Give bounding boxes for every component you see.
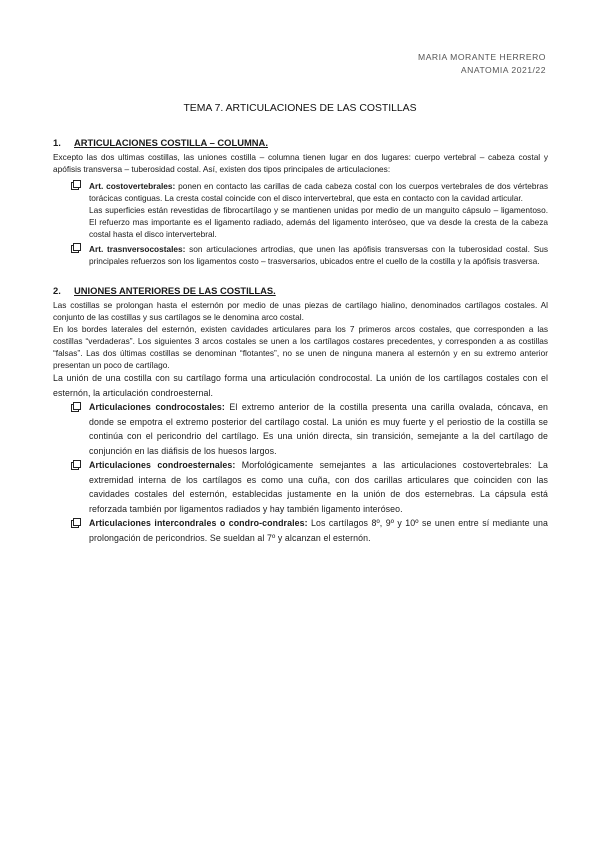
- page-header: [418, 51, 546, 77]
- checkbox-bullet-icon: [71, 462, 79, 470]
- item-text: El extremo anterior de la costilla presenta una carilla ovalada, cóncava, en donde se empotra el extremo posterior del cartílago costal. La unión es muy fuerte y el periostio de la costilla se continúa con el pericondrio del cartílago. Es una unión directa, sin transición, semejante a la del cartílago de conjunción en las diáfisis de los huesos largos.: [89, 402, 548, 456]
- item-text: son articulaciones artrodias, que unen las apófisis transversas con la tuberosidad costal. Sus principales refuerzos son los ligamentos costo – trasversarios, ubicados entre el cuello de la costilla y la apófisis trasversa.: [89, 244, 548, 266]
- section-2-paragraph-1: Las costillas se prolongan hasta el esternón por medio de unas piezas de cartílago hialino, denominados cartílagos costales. Al conjunto de las costillas y sus cartílagos se le denomina arco costal.: [53, 300, 548, 322]
- item-label: Art. trasnversocostales:: [89, 244, 186, 254]
- section-1-intro: Excepto las dos ultimas costillas, las uniones costilla – columna tienen lugar en dos lugares: cuerpo vertebral – cabeza costal y apófisis transversa – tuberosidad costal. Así, existen dos tipos principales de articulaciones:: [53, 152, 548, 174]
- section-2-number: 2.: [53, 285, 61, 296]
- section-2-paragraph-2: En los bordes laterales del esternón, existen cavidades articulares para los 7 primeros arcos costales, que corresponden a las costillas “verdaderas”. Los siguientes 3 arcos costales se unen a los cartílagos costares precedentes, y corresponden a as costillas “falsas”. Las dos últimas costillas se denominan “flotantes”, no se unen de ninguna manera al esternón y en su extremo anterior presentan un poco de cartílago.: [53, 324, 548, 370]
- course-label: ANATOMIA 2021/22: [460, 65, 546, 75]
- checkbox-bullet-icon: [71, 520, 79, 528]
- list-item: [71, 180, 548, 240]
- checkbox-bullet-icon: [71, 404, 79, 412]
- item-label: Articulaciones intercondrales o condro-condrales:: [89, 518, 308, 528]
- item-text: ponen en contacto las carillas de cada cabeza costal con los cuerpos vertebrales de dos vértebras torácicas contiguas. La cresta costal coincide con el disco intervertebral, que esta en contacto con la cavidad articular.: [89, 181, 549, 203]
- item-label: Art. costovertebrales:: [89, 181, 176, 191]
- item-text: Morfológicamente semejantes a las articulaciones costovertebrales: La extremidad interna de los cartílagos es como una cuña, con dos carillas articulares que coinciden con las cavidades costales del esternón, establecidas justamente en la unión de dos esternebras. La cápsula está reforzada también por ligamentos radiados y hay también ligamento interóseo.: [89, 460, 548, 514]
- section-2-list: [53, 400, 548, 545]
- section-1-heading: [53, 137, 548, 149]
- list-item: [71, 516, 548, 545]
- section-2-paragraph-3: La unión de una costilla con su cartílago forma una articulación condrocostal. La unión de los cartílagos costales con el esternón, la articulación condroesternal.: [53, 373, 548, 398]
- item-extra-text: Las superficies están revestidas de fibrocartílago y se mantienen unidas por medio de un manguito cápsulo – ligamentoso. El refuerzo mas importante es el ligamento radiado, además del ligamento interóseo, que va desde la cresta de la cabeza costal hasta el disco intervertebral.: [89, 205, 548, 239]
- item-text: Los cartílagos 8º, 9º y 10º se unen entre sí mediante una prolongación de pericondrios. Se sueldan al 7º y alcanzan el esternón.: [89, 518, 548, 543]
- author-name: MARIA MORANTE HERRERO: [418, 52, 546, 62]
- item-label: Articulaciones condrocostales:: [89, 402, 225, 412]
- section-1-title: ARTICULACIONES COSTILLA – COLUMNA.: [74, 137, 268, 148]
- list-item: [71, 243, 548, 267]
- document-title: TEMA 7. ARTICULACIONES DE LAS COSTILLAS: [183, 103, 417, 114]
- section-1-list: [53, 180, 548, 267]
- section-1-number: 1.: [53, 137, 61, 148]
- checkbox-bullet-icon: [71, 182, 79, 190]
- list-item: [71, 458, 548, 516]
- list-item: [71, 400, 548, 458]
- section-2-title: UNIONES ANTERIORES DE LAS COSTILLAS.: [74, 285, 276, 296]
- document-body: [53, 137, 548, 545]
- section-2-heading: [53, 285, 548, 297]
- checkbox-bullet-icon: [71, 245, 79, 253]
- item-label: Articulaciones condroesternales:: [89, 460, 236, 470]
